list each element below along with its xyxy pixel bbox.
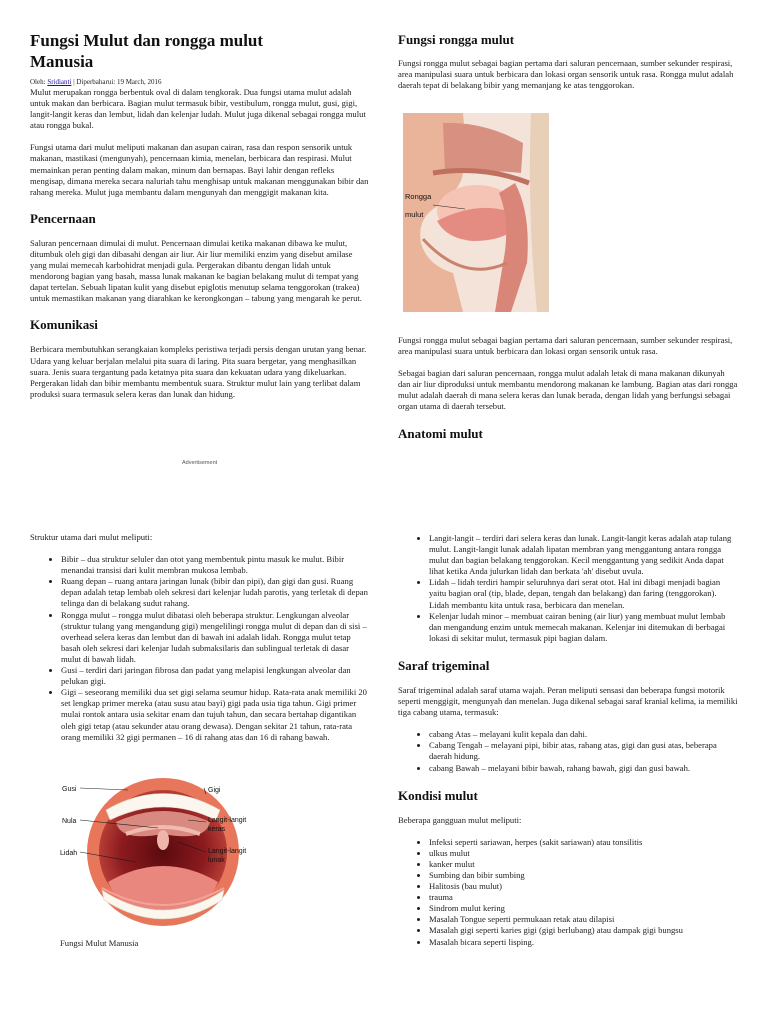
kondisi-intro: Beberapa gangguan mulut meliputi: bbox=[398, 814, 522, 825]
list-item: • Masalah bicara seperti lisping. bbox=[429, 937, 738, 948]
fungsi-paragraph-3: Sebagai bagian dari saluran pencernaan, rongga mulut adalah letak di mana makanan dikunyah dan air liur diproduksi untuk membantu mendorong makanan ke lambung. Bagian atas dari rongga mulut adalah daerah di mana selera keras dan lunak berada, dengan lidah yang berfungsi sebagai organ utama di daerah tersebut. bbox=[398, 368, 738, 412]
byline-date: | Diperbaharui: 19 March, 2016 bbox=[71, 78, 162, 86]
list-item: • trauma bbox=[429, 892, 738, 903]
mouth-illustration bbox=[56, 772, 271, 932]
uvula bbox=[157, 830, 169, 850]
list-item: • kanker mulut bbox=[429, 859, 738, 870]
author-link[interactable]: Sridianti bbox=[47, 78, 72, 86]
advertisement-label: Advertisement bbox=[182, 460, 218, 466]
list-item: • Halitosis (bau mulut) bbox=[429, 881, 738, 892]
left-column-top bbox=[30, 30, 370, 400]
oral-cavity-illustration bbox=[403, 113, 549, 312]
heading-kondisi: Kondisi mulut bbox=[398, 787, 478, 803]
list-item: • Kelenjar ludah minor – membuat cairan bening (air liur) yang membuat mulut lembab dan mengandung enzim untuk memecah makanan. Kelenjar ini ditemukan di berbagai lokasi di sekitar mulut, termasuk pipi bagian dalam. bbox=[429, 611, 738, 644]
left-column-bottom bbox=[30, 532, 370, 743]
saraf-paragraph: Saraf trigeminal adalah saraf utama wajah. Peran meliputi sensasi dan beberapa fungsi motorik seperti menggigit, mengunyah dan menelan. Juga dikenal sebagai saraf kranial kelima, ia memiliki tiga cabang utama, termasuk: bbox=[398, 684, 738, 718]
heading-pencernaan: Pencernaan bbox=[30, 210, 96, 226]
list-item: • Sindrom mulut kering bbox=[429, 903, 738, 914]
struktur-intro: Struktur utama dari mulut meliputi: bbox=[30, 532, 153, 542]
list-item: • Infeksi seperti sariawan, herpes (sakit sariawan) atau tonsilitis bbox=[429, 837, 738, 848]
struktur-list bbox=[30, 554, 370, 743]
byline-prefix: Oleh: bbox=[30, 78, 48, 86]
cavity-label-1: Rongga bbox=[405, 192, 432, 201]
heading-komunikasi: Komunikasi bbox=[30, 317, 98, 333]
heading-anatomi: Anatomi mulut bbox=[398, 425, 483, 441]
label-langit-keras-1: Langit-langit bbox=[208, 817, 247, 824]
fungsi-paragraph-1: Fungsi rongga mulut sebagai bagian pertama dari saluran pencernaan, sumber sekunder respirasi, area manipulasi suara untuk berbicara dan lokasi organ sensorik untuk rasa. Rongga mulut adalah daerah tepat di belakang bibir yang memanjang ke atas tenggorokan. bbox=[398, 58, 734, 91]
heading-fungsi-rongga: Fungsi rongga mulut bbox=[398, 32, 515, 47]
byline bbox=[30, 78, 370, 87]
label-gusi: Gusi bbox=[62, 786, 77, 793]
intro-paragraph-1: Mulut merupakan rongga berbentuk oval di dalam tengkorak. Dua fungsi utama mulut adalah untuk makan dan berbicara. Bagian mulut termasuk bibir, vestibulum, rongga mulut, gusi, gigi, langit-langit keras dan lembut, lidah dan kelenjar ludah. Mulut juga dikenal sebagai rongga mulut atau rongga bukal. bbox=[30, 87, 366, 131]
list-item: • Ruang depan – ruang antara jaringan lunak (bibir dan pipi), dan gigi dan gusi. Ruang depan adalah tetap lembab oleh sekresi dari kelenjar ludah parotis, yang terletak di depan telinga dan di belakang sudut rahang. bbox=[61, 576, 370, 609]
list-item: • cabang Bawah – melayani bibir bawah, rahang bawah, gigi dan gusi bawah. bbox=[429, 763, 738, 774]
list-item: • Masalah Tongue seperti permukaan retak atau dilapisi bbox=[429, 914, 738, 925]
list-item: • Sumbing dan bibir sumbing bbox=[429, 870, 738, 881]
heading-saraf: Saraf trigeminal bbox=[398, 657, 490, 673]
label-gigi: Gigi bbox=[208, 787, 221, 794]
komunikasi-paragraph: Berbicara membutuhkan serangkaian kompleks peristiwa terjadi persis dengan urutan yang benar. Udara yang keluar berjalan melalui pita suara di laring. Pita suara bergetar, yang menghasilkan suara. Jenis suara tergantung pada ketatnya pita suara dan kekuatan udara yang dikeluarkan. Pergerakan lidah dan bibir membantu membentuk suara. Struktur mulut lain yang terlibat dalam produksi suara termasuk selera keras dan lunak dan hidung. bbox=[30, 344, 367, 399]
intro-paragraph-2: Fungsi utama dari mulut meliputi makanan dan asupan cairan, rasa dan respon sensorik untuk makanan, mastikasi (mengunyah), pencernaan kimia, menelan, berbicara dan respirasi. Mulut memainkan peran penting dalam makan, minum dan bernapas. Bayi lahir dengan refleks mengisap, dimana mereka secara naluriah tahu menghisap untuk makanan menggunakan bibir dan rahang mereka. Mulut juga membantu dalam mengunyah dan menggigit makanan kita. bbox=[30, 142, 369, 197]
list-item: • Gigi – seseorang memiliki dua set gigi selama seumur hidup. Rata-rata anak memiliki 20 set lengkap primer mereka (atau susu atau bayi) gigi pada usia tiga tahun. Gigi primer mulai rontok antara usia sekitar enam dan tujuh tahun, dan secara bertahap digantikan oleh gigi tetap (atau sekunder atau orang dewasa). Dengan sekitar 21 tahun, rata-rata orang memiliki 32 gigi permanen – 16 di rahang atas dan 16 di rahang bawah. bbox=[61, 687, 370, 742]
label-langit-lunak-1: Langit-langit bbox=[208, 848, 247, 855]
list-item: • Gusi – terdiri dari jaringan fibrosa dan padat yang melapisi lengkungan alveolar dan pelukan gigi. bbox=[61, 665, 370, 687]
fungsi-paragraph-2: Fungsi rongga mulut sebagai bagian pertama dari saluran pencernaan, sumber sekunder respirasi, area manipulasi suara untuk berbicara dan lokasi organ sensorik untuk rasa. bbox=[398, 335, 733, 357]
cavity-label-2: mulut bbox=[405, 210, 424, 219]
label-langit-lunak-2: lunak bbox=[208, 857, 225, 864]
anatomi-list bbox=[398, 533, 738, 644]
mouth-caption: Fungsi Mulut Manusia bbox=[60, 938, 139, 948]
label-lidah: Lidah bbox=[60, 850, 78, 857]
label-nula: Nula bbox=[62, 818, 77, 825]
list-item: • Bibir – dua struktur seluler dan otot yang membentuk pintu masuk ke mulut. Bibir menandai transisi dari kulit membran mukosa lembab. bbox=[61, 554, 370, 576]
list-item: • Masalah gigi seperti karies gigi (gigi berlubang) atau dampak gigi bungsu bbox=[429, 925, 738, 936]
kondisi-list bbox=[398, 837, 738, 948]
right-column-bottom bbox=[398, 533, 738, 948]
article-title: Fungsi Mulut dan rongga mulut Manusia bbox=[30, 31, 264, 71]
saraf-list bbox=[398, 729, 738, 773]
right-column-mid bbox=[398, 335, 738, 442]
list-item: • Lidah – lidah terdiri hampir seluruhnya dari serat otot. Hal ini dibagi menjadi bagian yaitu bagian oral (tip, blade, depan, tengah dan belakang) dan faring (tenggorokan). Lidah membantu kita untuk rasa, berbicara dan menelan. bbox=[429, 577, 738, 610]
label-langit-keras-2: keras bbox=[208, 826, 226, 833]
right-column-top bbox=[398, 32, 738, 91]
list-item: • Cabang Tengah – melayani pipi, bibir atas, rahang atas, gigi dan gusi atas, beberapa daerah hidung. bbox=[429, 740, 738, 762]
list-item: • cabang Atas – melayani kulit kepala dan dahi. bbox=[429, 729, 738, 740]
list-item: • Langit-langit – terdiri dari selera keras dan lunak. Langit-langit keras adalah atap tulang mulut. Langit-langit lunak adalah lipatan membran yang menggantung antara rongga mulut dan bagian belakang tenggorokan. Kecil menggantung yang sedikit Anda dapat lihat ketika Anda julurkan lidah dan berkata 'ah' disebut uvula. bbox=[429, 533, 738, 577]
list-item: • ulkus mulut bbox=[429, 848, 738, 859]
list-item: • Rongga mulut – rongga mulut dibatasi oleh beberapa struktur. Lengkungan alveolar (struktur tulang yang mengandung gigi) mengelilingi rongga mulut di depan dan di sisi – overhead selera keras dan lembut dan di bawah ini adalah lidah. Rongga mulut tetap basah oleh sekresi dari kelenjar ludah submaksilaris dan sublingual terletak di dasar mulut di bawah lidah. bbox=[61, 610, 370, 665]
pencernaan-paragraph: Saluran pencernaan dimulai di mulut. Pencernaan dimulai ketika makanan dibawa ke mulut, ditumbuk oleh gigi dan dibasahi dengan air liur. Air liur memiliki enzim yang disebut amilase yang mulai memecah karbohidrat menjadi gula. Pergerakan dibantu dengan lidah untuk mendorong bagian yang basah, massa lunak makanan ke bagian belakang mulut di tempat yang dapat tertelan. Sebuah lipatan kulit yang disebut epiglotis menutup selama tenggorokan (trakea) untuk memastikan makanan yang diarahkan ke kerongkongan – tabung yang mengarah ke perut. bbox=[30, 237, 362, 304]
